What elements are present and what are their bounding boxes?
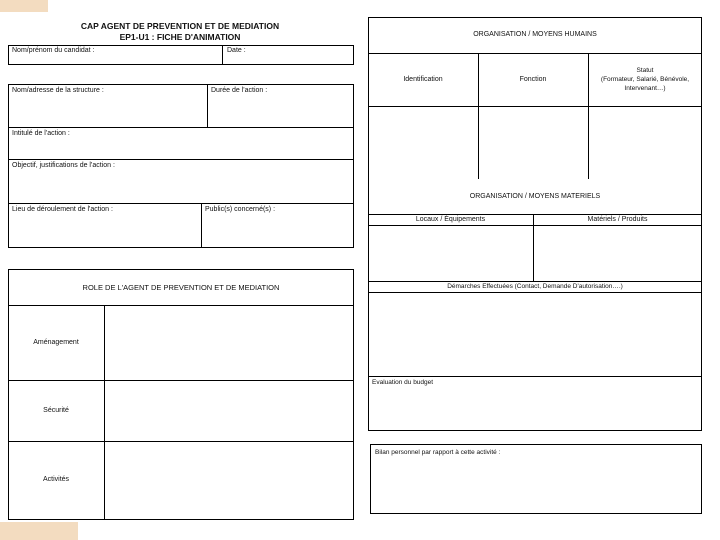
hr-header-top (368, 53, 702, 54)
role-title: ROLE DE L'AGENT DE PREVENTION ET DE MEDIATION (82, 283, 280, 292)
duration-label: Durée de l'action : (211, 87, 268, 94)
role-row-divider-2 (8, 441, 354, 442)
divider-duration (207, 84, 208, 127)
form-subtitle: EP1-U1 : FICHE D'ANIMATION (119, 32, 241, 42)
budget-top-divider (368, 376, 702, 377)
divider-public (201, 203, 202, 248)
corner-accent-top (0, 0, 48, 12)
date-label: Date : (227, 47, 246, 54)
role-row-divider-1 (8, 380, 354, 381)
mr-header-bottom (368, 225, 702, 226)
location-label: Lieu de déroulement de l'action : (12, 206, 113, 213)
structure-name-label: Nom/adresse de la structure : (12, 87, 104, 94)
hr-col-status-detail: (Formateur, Salarié, Bénévole, (600, 76, 690, 83)
hr-header-bottom (368, 106, 702, 107)
budget-label: Evaluation du budget (372, 379, 434, 386)
mr-header-top (368, 214, 702, 215)
role-header-divider (8, 305, 354, 306)
divider-structure-1 (8, 127, 354, 128)
candidate-name-label: Nom/prénom du candidat : (12, 47, 95, 54)
hr-col-identification: Identification (403, 76, 443, 83)
mr-col-divider (533, 214, 534, 281)
hr-col-status: Statut (636, 67, 654, 74)
role-row-label: Aménagement (33, 339, 79, 346)
steps-top-divider (368, 281, 702, 282)
role-column-divider (104, 305, 105, 520)
candidate-date-divider (222, 45, 223, 65)
hr-col-status-detail: Intervenant…) (624, 85, 666, 92)
role-row-label: Activités (42, 476, 70, 483)
form-title: CAP AGENT DE PREVENTION ET DE MEDIATION (80, 21, 280, 31)
corner-accent-bottom (0, 522, 78, 540)
objective-label: Objectif, justifications de l'action : (12, 162, 115, 169)
role-row-label: Sécurité (43, 407, 69, 414)
steps-label: Démarches Effectuées (Contact, Demande D'autorisation….) (447, 283, 623, 290)
public-label: Public(s) concerné(s) : (205, 206, 276, 213)
steps-header-divider (368, 292, 702, 293)
mr-col-materials: Matériels / Produits (587, 216, 648, 223)
action-title-label: Intitulé de l'action : (12, 130, 70, 137)
human-resources-title: ORGANISATION / MOYENS HUMAINS (473, 31, 597, 38)
mr-col-premises: Locaux / Équipements (415, 216, 486, 223)
hr-col-divider-1 (478, 53, 479, 179)
divider-structure-2 (8, 159, 354, 160)
hr-col-function: Fonction (519, 76, 547, 83)
review-label: Bilan personnel par rapport à cette activité : (375, 449, 501, 456)
material-resources-title: ORGANISATION / MOYENS MATERIELS (469, 193, 601, 200)
divider-structure-3 (8, 203, 354, 204)
